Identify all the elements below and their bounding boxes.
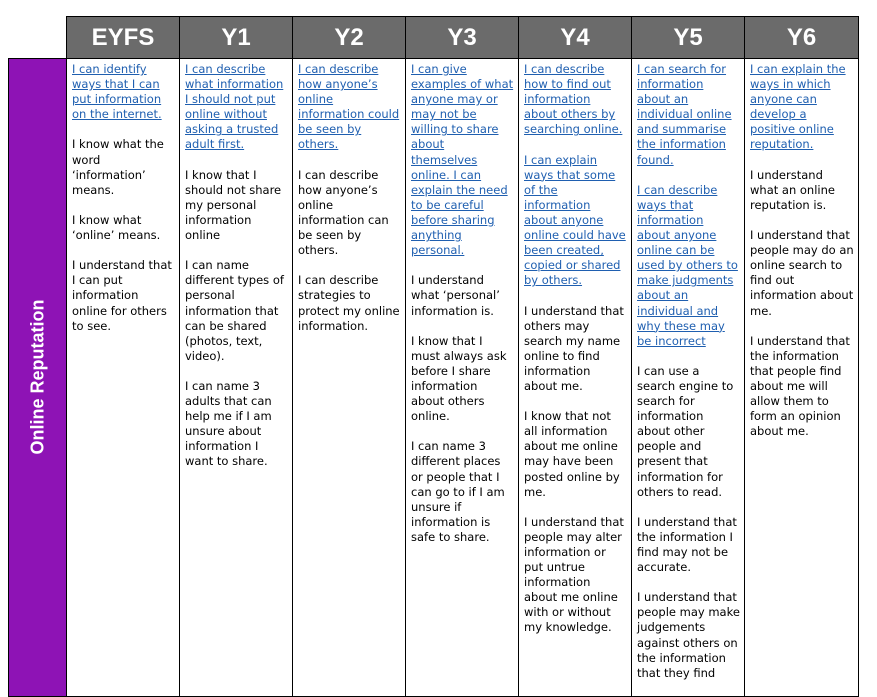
statement: I know that I must always ask before I share information about others online. — [411, 333, 507, 424]
header-y3: Y3 — [406, 17, 519, 59]
content-row — [9, 59, 859, 697]
statement: I understand that the information I find may not be accurate. — [637, 514, 737, 575]
cell-y2 — [293, 59, 406, 697]
objective-link[interactable]: I can describe ways that information about anyone online can be used by others to make judgments about an individual and why these may be incorrect — [637, 182, 738, 348]
statement: I understand that people may alter information or put untrue information about me online with or without my knowledge. — [524, 514, 624, 635]
corner-blank — [9, 17, 67, 59]
progression-grid — [8, 16, 859, 697]
header-row — [9, 17, 859, 59]
cell-y1 — [180, 59, 293, 697]
statement: I know what the word ‘information’ means. — [72, 137, 164, 197]
row-label: Online Reputation — [27, 299, 47, 455]
statement: I understand that people may do an online search to find out information about me. — [750, 228, 854, 318]
objective-link[interactable]: I can describe how to find out information about others by searching online. — [524, 62, 623, 137]
cell-y5 — [632, 59, 745, 697]
statement: I can name 3 adults that can help me if I am unsure about information I want to share. — [185, 378, 272, 469]
cell-y4 — [519, 59, 632, 697]
header-y6: Y6 — [745, 17, 859, 59]
cell-eyfs — [67, 59, 180, 697]
cell-y6 — [745, 59, 859, 697]
header-y4: Y4 — [519, 17, 632, 59]
statement: I can describe strategies to protect my online information. — [298, 273, 400, 333]
statement: I can name 3 different places or people that I can go to if I am unsure if information is safe to share. — [411, 439, 505, 544]
objective-link[interactable]: I can explain ways that some of the information about anyone online could have been created, copied or shared by others. — [524, 152, 626, 288]
statement: I know that not all information about me online may have been posted online by me. — [524, 409, 620, 499]
header-y1: Y1 — [180, 17, 293, 59]
objective-link[interactable]: I can give examples of what anyone may or may not be willing to share about themselves online. I can explain the need to be careful before sharing anything personal. — [411, 62, 514, 258]
objective-link[interactable]: I can describe what information I should not put online without asking a trusted adult first. — [185, 62, 284, 152]
statement: I understand what an online reputation is. — [750, 167, 835, 212]
statement: I understand that others may search my name online to find information about me. — [524, 303, 624, 393]
objective-link[interactable]: I can describe how anyone’s online information could be seen by others. — [298, 62, 400, 152]
objective-link[interactable]: I can search for information about an individual online and summarise the information found. — [637, 62, 732, 167]
statement: I know what ‘online’ means. — [72, 212, 161, 243]
objective-link[interactable]: I can identify ways that I can put information on the internet. — [72, 62, 162, 122]
header-y2: Y2 — [293, 17, 406, 59]
statement: I understand what ‘personal’ information is. — [411, 273, 500, 318]
header-y5: Y5 — [632, 17, 745, 59]
statement: I can use a search engine to search for information about other people and present that information for others to read. — [637, 363, 734, 499]
statement: I can describe how anyone’s online information can be seen by others. — [298, 167, 389, 258]
statement: I understand that the information that people find about me will allow them to form an opinion about me. — [750, 333, 850, 439]
statement: I know that I should not share my personal information online — [185, 167, 282, 243]
cell-y3 — [406, 59, 519, 697]
statement: I can name different types of personal information that can be shared (photos, text, video). — [185, 258, 284, 363]
statement: I understand that people may make judgements against others on the information that they find — [637, 590, 740, 680]
row-label-cell — [9, 59, 67, 697]
header-eyfs: EYFS — [67, 17, 180, 59]
statement: I understand that I can put information online for others to see. — [72, 258, 172, 333]
objective-link[interactable]: I can explain the ways in which anyone can develop a positive online reputation. — [750, 62, 846, 152]
